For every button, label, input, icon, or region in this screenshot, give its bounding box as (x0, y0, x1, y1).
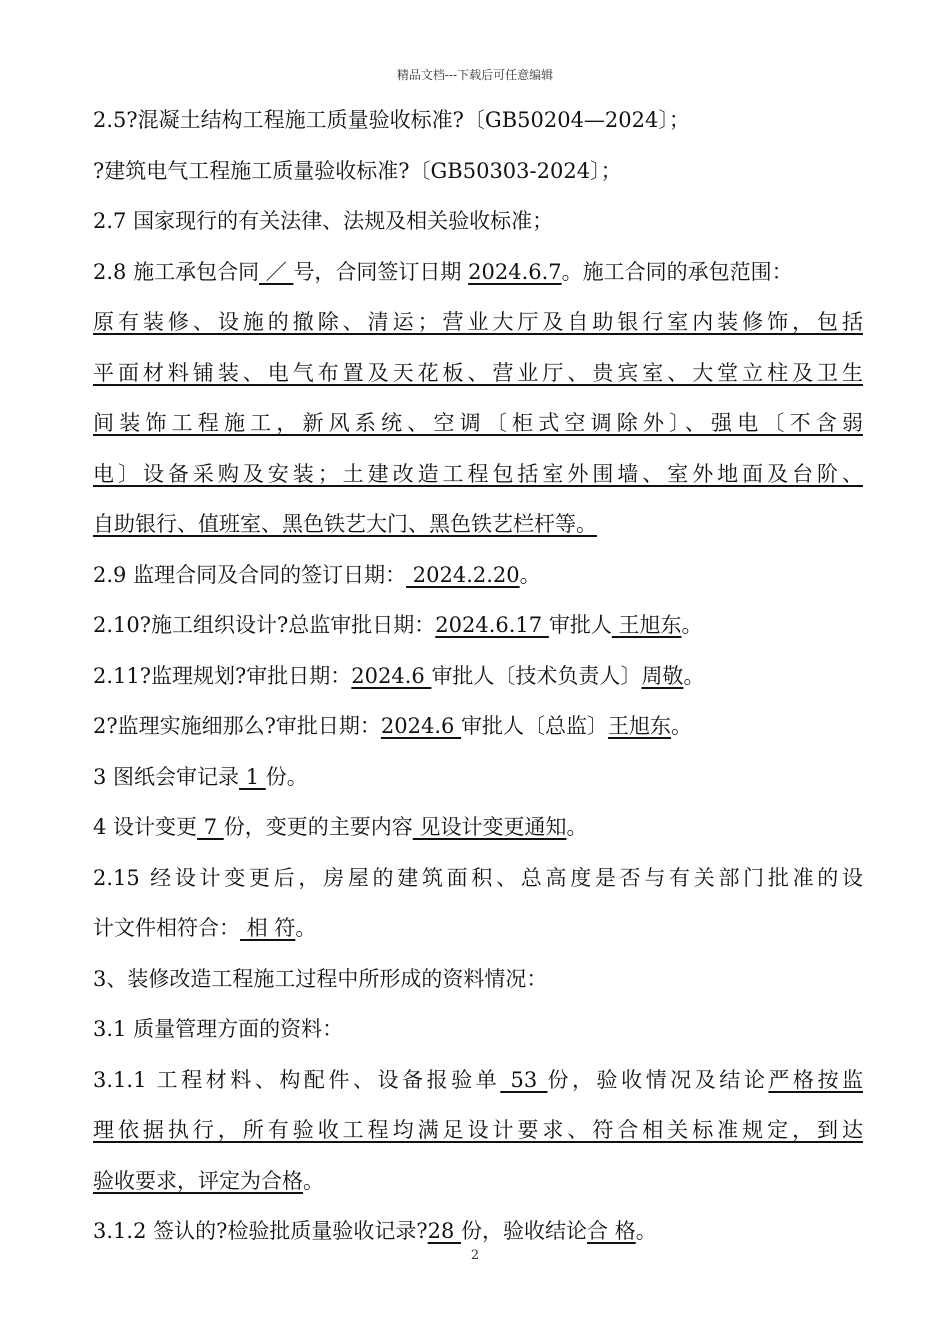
text-segment: 3、装修改造工程施工过程中所形成的资料情况： (93, 966, 548, 991)
text-segment: 份，验收结论 (461, 1219, 588, 1243)
text-line (93, 502, 863, 553)
underlined-field: 2024.6.17 (435, 613, 549, 637)
page-header: 精品文档---下载后可任意编辑 (396, 68, 554, 82)
underlined-field: 7 (197, 815, 224, 839)
underlined-field: 自助银行、值班室、黑色铁艺大门、黑色铁艺栏杆等。 (93, 512, 597, 536)
underlined-field: 28 (427, 1219, 462, 1243)
underlined-field: 2024.6 (351, 663, 432, 688)
underlined-field: 验收要求，评定为合格 (93, 1168, 303, 1193)
text-line (93, 452, 863, 503)
text-line (93, 805, 863, 856)
text-line (93, 755, 863, 806)
text-segment: 。 (681, 613, 703, 637)
text-segment: 号，合同签订日期 (293, 259, 469, 284)
text-line (93, 199, 863, 250)
text-segment: 审批人〔总监〕 (461, 714, 609, 738)
text-segment: ?建筑电气工程施工质量验收标准?〔GB50303-2024〕； (93, 158, 622, 183)
text-segment: 2.8 施工承包合同 (93, 259, 260, 284)
underlined-field: 2024.2.20 (406, 562, 520, 587)
text-line (93, 1058, 863, 1109)
text-segment: 。 (303, 1168, 324, 1193)
text-line (93, 856, 863, 907)
text-segment: 2.15 经设计变更后，房屋的建筑面积、总高度是否与有关部门批准的设 (93, 865, 863, 890)
underlined-field: 53 (500, 1067, 548, 1092)
text-line (93, 1007, 863, 1058)
underlined-field: 2024.6 (380, 714, 462, 738)
underlined-field: 王旭东 (611, 613, 682, 637)
text-segment: 4 设计变更 (93, 815, 198, 839)
text-line (93, 300, 863, 351)
text-segment: 份，变更的主要内容 (223, 815, 413, 839)
text-line (93, 250, 863, 301)
text-segment: 份，验收情况及结论 (547, 1067, 769, 1092)
text-line (93, 704, 863, 755)
text-line (93, 906, 863, 957)
text-line (93, 401, 863, 452)
text-segment: 。 (295, 916, 317, 940)
underlined-field: 1 (239, 764, 266, 789)
text-line (93, 98, 863, 149)
text-line (93, 957, 863, 1008)
underlined-field: 电〕设备采购及安装；土建改造工程包括室外围墙、室外地面及台阶、 (93, 461, 863, 486)
underlined-field: 间装饰工程施工，新风系统、空调〔柜式空调除外〕、强电〔不含弱 (93, 411, 863, 435)
text-segment: 3.1.1 工程材料、构配件、设备报验单 (93, 1067, 501, 1092)
underlined-field: 平面材料铺装、电气布置及天花板、营业厅、贵宾室、大堂立柱及卫生 (93, 360, 863, 385)
document-body (93, 98, 863, 1260)
text-segment: 。 (635, 1219, 657, 1243)
underlined-field: ／ (259, 259, 294, 284)
text-segment: 。 (566, 815, 588, 839)
text-segment: 3 图纸会审记录 (93, 764, 240, 789)
text-segment: 审批人 (548, 613, 612, 637)
text-segment: 审批人〔技术负责人〕 (431, 663, 642, 688)
text-line (93, 149, 863, 200)
text-line (93, 1159, 863, 1210)
underlined-field: 理依据执行，所有验收工程均满足设计要求、符合相关标准规定，到达 (93, 1118, 863, 1142)
text-line (93, 351, 863, 402)
text-line (93, 1108, 863, 1159)
text-segment: 。 (671, 714, 693, 738)
text-line (93, 603, 863, 654)
text-segment: 2.11?监理规划?审批日期： (93, 663, 352, 688)
underlined-field: 严格按监 (768, 1067, 864, 1092)
underlined-field: 合 格 (587, 1219, 636, 1243)
underlined-field: 周敬 (641, 663, 684, 688)
underlined-field: 原有装修、设施的撤除、清运；营业大厅及自助银行室内装修饰，包括 (93, 310, 863, 334)
text-segment: 2.10?施工组织设计?总监审批日期： (93, 613, 436, 637)
text-segment: 。施工合同的承包范围： (561, 259, 793, 284)
page-number: 2 (470, 1248, 480, 1263)
text-segment: 3.1.2 签认的?检验批质量验收记录? (93, 1219, 428, 1243)
text-segment: 2?监理实施细那么?审批日期： (93, 714, 381, 738)
text-segment: 。 (519, 562, 541, 587)
text-segment: 3.1 质量管理方面的资料： (93, 1017, 344, 1041)
text-segment: 份。 (265, 764, 308, 789)
text-segment: 2.9 监理合同及合同的签订日期： (93, 562, 407, 587)
text-segment: 2.5?混凝土结构工程施工质量验收标准?〔GB50204—2024〕； (93, 108, 690, 132)
underlined-field: 王旭东 (608, 714, 672, 738)
text-line (93, 553, 863, 604)
text-line (93, 654, 863, 705)
underlined-field: 见设计变更通知 (412, 815, 567, 839)
text-segment: 2.7 国家现行的有关法律、法规及相关验收标准； (93, 209, 554, 233)
text-segment: 。 (683, 663, 705, 688)
underlined-field: 相 符 (240, 916, 296, 940)
text-segment: 计文件相符合： (93, 916, 240, 940)
underlined-field: 2024.6.7 (468, 259, 562, 284)
